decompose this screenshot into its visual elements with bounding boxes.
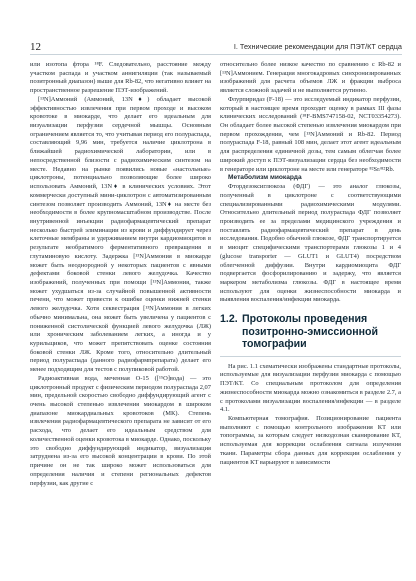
paragraph-fdg: Фтордезоксиглюкоза (ФДГ) — это аналог глюкозы, полученный в циклотроне с соответствующими специализированными радиохимическими модулями. Относительно длительный период полураспада ФДГ позволяет производить ее за пределами медицинского учреждения и поставлять радиофармацевтический препарат в день исследования. Подобно обычной глюкозе, ФДГ транспортируется в миоцит специфическими транспортерами глюкозы 1 и 4 (glucose transporter — GLUT1 и GLUT4) посредством облегченной диффузии. Внутри кардиомиоцита ФДГ подвергается фосфорилированию и задержу, что является маркером метаболизма глюкозы. ФДГ в настоящее время используют для оценки жизнеспособности миокарда и выявления воспаления/инфекции миокарда. bbox=[220, 183, 401, 304]
paragraph-flurpiridaz: Флурпиридаз (F-18) — это исследуемый индикатор перфузии, который в настоящее время проходит оценку в рамках III фазы клинических исследований (¹⁸F-BMS747158-02, NCT03354273). Он обладает более высокой степенью извлечения миокардом при первом прохождении, чем [¹³N]Аммоний и Rb-82. Период полураспада F-18, равный 108 мин, делает этот агент идеальным для распределения единичной дозы, тем самым облегчая более широкий доступ к ПЭТ-визуализации сердца без необходимости в генераторе или циклотроне на месте или генераторе ⁸²Sr/⁸²Rb. bbox=[220, 95, 401, 173]
left-column bbox=[30, 61, 211, 488]
header-rule bbox=[30, 54, 402, 55]
running-head: I. Технические рекомендации для ПЭТ/КТ сердца bbox=[233, 42, 402, 51]
section-title: Протоколы проведения позитронно-эмиссионной томографии bbox=[242, 313, 379, 351]
section-heading bbox=[220, 313, 401, 351]
section-rule bbox=[220, 356, 401, 357]
right-column bbox=[220, 61, 401, 467]
page-number: 12 bbox=[30, 41, 41, 53]
paragraph-water: Радиоактивная вода, меченная O-15 ([¹⁵O]вода) — это циклотронный продукт с физическим периодом полураспада 2,07 мин, предельной скоростью свободно диффундирующий агент с очень высокой степенью извлечения миокардом в широком диапазоне миокардиальных кровотоков (МК). Степень извлечения радиофармацевтического препарата не зависит от его расхода, что делает его идеальным средством для количественной оценки кровотока в миокарде. Однако, поскольку это свободно диффундирующий индикатор, визуализация затруднена из-за его высокой концентрации в крови. По этой причине он не так широко может использоваться для определения наличия и степени региональных дефектов перфузии, как другие с bbox=[30, 374, 211, 487]
paragraph-ammonia: [¹³N]Аммоний (Аммоний, 13N♦) обладает высокой эффективностью извлечения при первом проходе и высоком кровотоке в миокарде, что делает его идеальным для визуализации перфузии сердечной мышцы. Основным ограничением является то, что учитывая период его полураспада, составляющий 9,96 мин, требуется наличие циклотрона в ближайшей радиохимической лаборатории, или в непосредственной близости с радиохимическим синтезом на месте. Недавно на рынке появились новые «настольные» циклотроны, потенциально позволяющие более широко использовать Аммоний, 13N♦ в клинических условиях. Этот коммерчески доступный мини-циклотрон с автоматизированным синтезом позволяет производить Аммоний, 13N♦ на месте без необходимости в более крупномасштабном производстве. После внутривенной инъекции радиофармацевтический препарат несколько быстрей элиминации из крови и диффундирует через клеточные мембраны и удерживанием внутри кардиомиоцитов в результате необратимого ферментативного превращения в глутаминовую кислоту. Задержка [¹³N]Аммония в миокарде может быть неоднородной у некоторых пациентов с явными дефектами боковой стенки левого желудочка. Качество изображений, полученных при помощи [¹³N]Аммония, также может ухудшаться из-за случайной повышенной активности печени, что может привести к ошибке оценки нижней стенки левого желудочка. Хотя секвестрация [¹³N]Аммония в легких обычно минимальна, она может быть увеличена у пациентов с пониженной систолической функцией левого желудочка (ЛЖ) или хроническим заболеванием легких, а иногда и у курильщиков, что может препятствовать оценке состояния боковой стенки ЛЖ. Кроме того, относительно длительный период полураспада (данного радиофармпрепарата) делает его менее подходящим для тестов с полупиковой работой. bbox=[30, 95, 211, 374]
paragraph: или изотопа фтора ¹⁸F. Следовательно, расстояние между участком распада и участком аннигиляции (так называемый позитронный диапазон) выше для Rb-82, что негативно влияет на пространственное разрешение ПЭТ-изображений. bbox=[30, 61, 211, 95]
subheading-metabolism: Метаболизм миокарда bbox=[228, 174, 302, 182]
section-number: 1.2. bbox=[220, 313, 238, 326]
paragraph: относительно более низкое качество по сравнению с Rb-82 и [¹³N]Аммонием. Генерация многокадровых синхронизированных изображений для расчета объемов ЛЖ и фракции выброса является сложной задачей и не выполняется рутинно. bbox=[220, 61, 401, 95]
paragraph-ct: Компьютерная томография. Позиционирование пациента выполняют с помощью контрольного изображения КТ или топограммы, за которым следует низкодозная сканирование КТ, используемая для коррекции ослабления сигнала излучения ткани. Параметры сбора данных для коррекции ослабления у пациентов КТ варьируют в зависимости bbox=[220, 414, 401, 466]
paragraph-protocols: На рис. 1.1 схематически изображены стандартные протоколы, используемые для визуализации перфузии миокарда с помощью ПЭТ/КТ. Со специальным протоколом для определения жизнеспособности миокарда можно ознакомиться в разделе 2.7, а с протоколами визуализации воспаления/инфекции — в разделе 4.1. bbox=[220, 362, 401, 414]
